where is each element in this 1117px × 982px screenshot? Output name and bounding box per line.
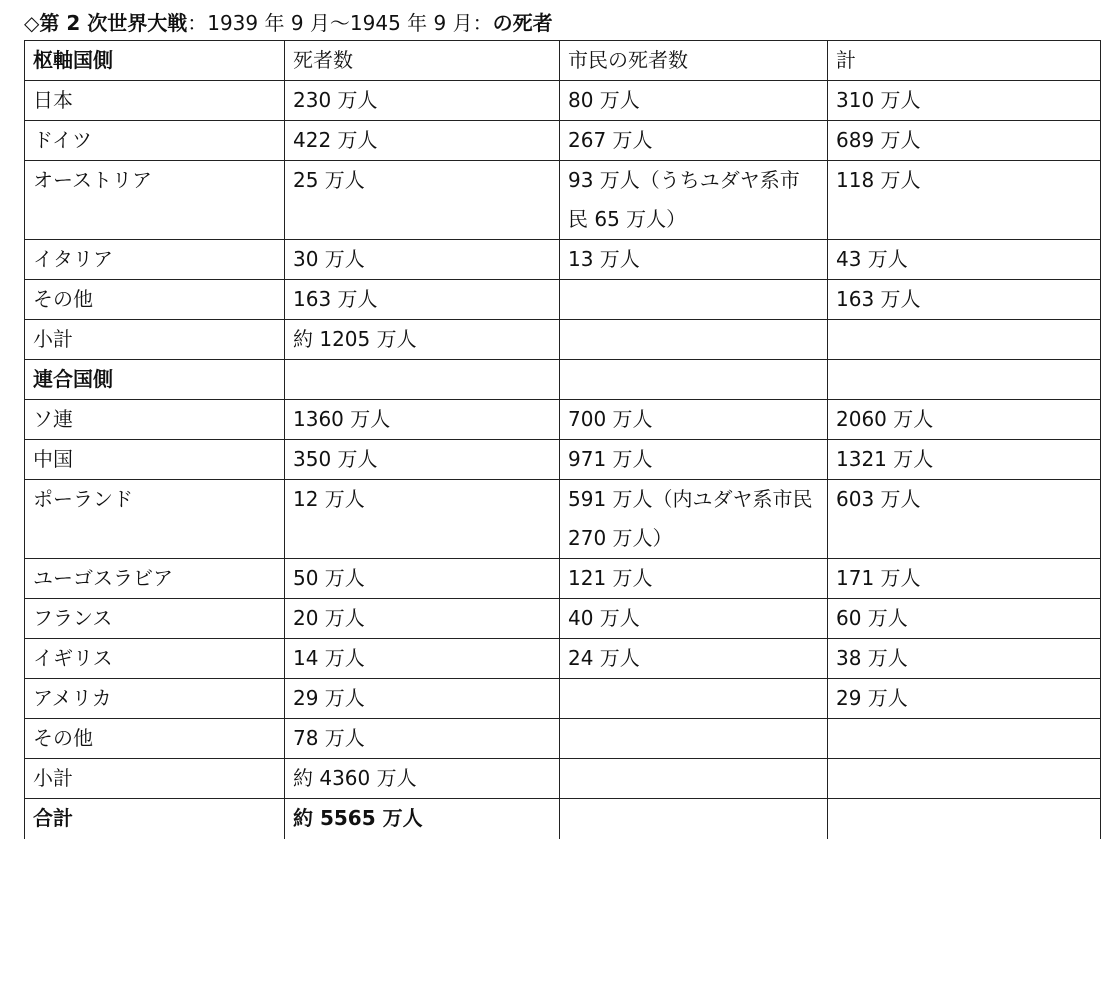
document-title bbox=[24, 10, 553, 36]
total-cell bbox=[828, 719, 1101, 759]
deaths-cell: 30 万人 bbox=[285, 240, 560, 280]
civilian-deaths-cell: 971 万人 bbox=[560, 440, 828, 480]
country-cell: 小計 bbox=[25, 320, 285, 360]
total-cell: 171 万人 bbox=[828, 559, 1101, 599]
total-cell: 1321 万人 bbox=[828, 440, 1101, 480]
civilian-deaths-cell: 591 万人（内ユダヤ系市民 270 万人） bbox=[560, 480, 828, 559]
deaths-cell: 29 万人 bbox=[285, 679, 560, 719]
country-cell: その他 bbox=[25, 280, 285, 320]
deaths-cell: 230 万人 bbox=[285, 81, 560, 121]
header-cell: 計 bbox=[828, 41, 1101, 81]
deaths-cell: 25 万人 bbox=[285, 161, 560, 240]
country-cell: ソ連 bbox=[25, 400, 285, 440]
table-row bbox=[25, 599, 1101, 639]
table-row bbox=[25, 121, 1101, 161]
deaths-cell: 20 万人 bbox=[285, 599, 560, 639]
total-cell bbox=[828, 759, 1101, 799]
civilian-deaths-cell: 93 万人（うちユダヤ系市民 65 万人） bbox=[560, 161, 828, 240]
table-row bbox=[25, 559, 1101, 599]
deaths-cell: 14 万人 bbox=[285, 639, 560, 679]
title-suffix: の死者 bbox=[492, 11, 553, 35]
table-row bbox=[25, 161, 1101, 240]
country-cell: イタリア bbox=[25, 240, 285, 280]
empty-cell bbox=[560, 360, 828, 400]
country-cell: 日本 bbox=[25, 81, 285, 121]
deaths-cell: 163 万人 bbox=[285, 280, 560, 320]
civilian-deaths-cell: 700 万人 bbox=[560, 400, 828, 440]
civilian-deaths-cell bbox=[560, 759, 828, 799]
total-cell: 689 万人 bbox=[828, 121, 1101, 161]
allies-header-row bbox=[25, 360, 1101, 400]
table-row bbox=[25, 480, 1101, 559]
deaths-cell: 350 万人 bbox=[285, 440, 560, 480]
deaths-cell: 78 万人 bbox=[285, 719, 560, 759]
deaths-cell: 1360 万人 bbox=[285, 400, 560, 440]
civilian-deaths-cell: 40 万人 bbox=[560, 599, 828, 639]
allies-header-cell: 連合国側 bbox=[25, 360, 285, 400]
civilian-deaths-cell: 267 万人 bbox=[560, 121, 828, 161]
civilian-deaths-cell: 24 万人 bbox=[560, 639, 828, 679]
table-row bbox=[25, 81, 1101, 121]
total-cell bbox=[828, 320, 1101, 360]
country-cell: その他 bbox=[25, 719, 285, 759]
table-row bbox=[25, 440, 1101, 480]
country-cell: ドイツ bbox=[25, 121, 285, 161]
table-row bbox=[25, 400, 1101, 440]
table-row bbox=[25, 719, 1101, 759]
civilian-deaths-cell: 80 万人 bbox=[560, 81, 828, 121]
empty-cell bbox=[560, 799, 828, 839]
grand-total-label: 合計 bbox=[25, 799, 285, 839]
country-cell: アメリカ bbox=[25, 679, 285, 719]
deaths-cell: 12 万人 bbox=[285, 480, 560, 559]
deaths-cell: 422 万人 bbox=[285, 121, 560, 161]
deaths-cell: 約 1205 万人 bbox=[285, 320, 560, 360]
total-cell: 43 万人 bbox=[828, 240, 1101, 280]
total-cell: 60 万人 bbox=[828, 599, 1101, 639]
country-cell: オーストリア bbox=[25, 161, 285, 240]
grand-total-row bbox=[25, 799, 1101, 839]
total-cell: 29 万人 bbox=[828, 679, 1101, 719]
total-cell: 118 万人 bbox=[828, 161, 1101, 240]
header-cell: 枢軸国側 bbox=[25, 41, 285, 81]
subtotal-row bbox=[25, 759, 1101, 799]
civilian-deaths-cell: 121 万人 bbox=[560, 559, 828, 599]
deaths-cell: 50 万人 bbox=[285, 559, 560, 599]
country-cell: ユーゴスラビア bbox=[25, 559, 285, 599]
deaths-cell: 約 4360 万人 bbox=[285, 759, 560, 799]
casualty-table bbox=[24, 40, 1101, 839]
table-row bbox=[25, 679, 1101, 719]
subtotal-row bbox=[25, 320, 1101, 360]
civilian-deaths-cell bbox=[560, 679, 828, 719]
country-cell: 小計 bbox=[25, 759, 285, 799]
empty-cell bbox=[828, 360, 1101, 400]
total-cell: 163 万人 bbox=[828, 280, 1101, 320]
country-cell: フランス bbox=[25, 599, 285, 639]
country-cell: イギリス bbox=[25, 639, 285, 679]
total-cell: 2060 万人 bbox=[828, 400, 1101, 440]
civilian-deaths-cell bbox=[560, 320, 828, 360]
table-row bbox=[25, 280, 1101, 320]
title-prefix: ◇第 2 次世界大戦 bbox=[24, 11, 188, 35]
table-row bbox=[25, 639, 1101, 679]
total-cell: 310 万人 bbox=[828, 81, 1101, 121]
header-cell: 市民の死者数 bbox=[560, 41, 828, 81]
title-date-range: ：1939 年 9 月～1945 年 9 月： bbox=[187, 11, 493, 35]
grand-total-value: 約 5565 万人 bbox=[285, 799, 560, 839]
empty-cell bbox=[285, 360, 560, 400]
country-cell: ポーランド bbox=[25, 480, 285, 559]
civilian-deaths-cell bbox=[560, 719, 828, 759]
total-cell: 603 万人 bbox=[828, 480, 1101, 559]
table-header-row bbox=[25, 41, 1101, 81]
table-row bbox=[25, 240, 1101, 280]
total-cell: 38 万人 bbox=[828, 639, 1101, 679]
civilian-deaths-cell: 13 万人 bbox=[560, 240, 828, 280]
empty-cell bbox=[828, 799, 1101, 839]
country-cell: 中国 bbox=[25, 440, 285, 480]
civilian-deaths-cell bbox=[560, 280, 828, 320]
header-cell: 死者数 bbox=[285, 41, 560, 81]
